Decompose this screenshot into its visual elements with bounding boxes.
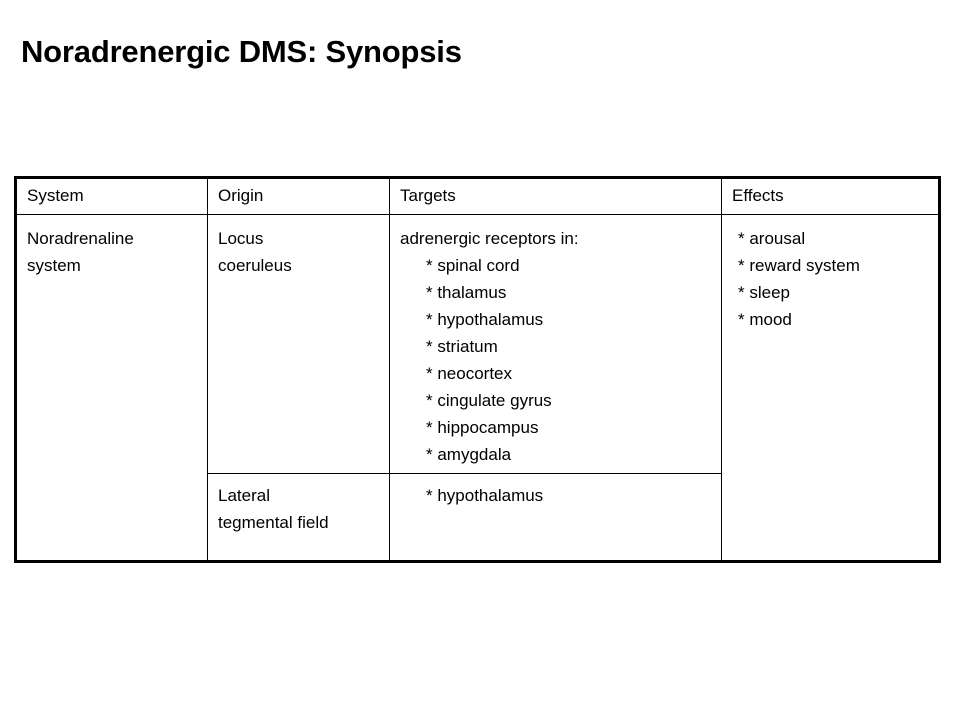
- targets-intro: adrenergic receptors in:: [400, 228, 579, 248]
- target-item: * hypothalamus: [426, 309, 544, 329]
- target-item: * striatum: [426, 336, 498, 356]
- origin-line: Lateral: [218, 486, 270, 506]
- effect-item: * arousal: [738, 228, 806, 248]
- target-item: * hippocampus: [426, 417, 539, 437]
- origin-cell: [208, 474, 390, 562]
- origin-line: tegmental field: [218, 513, 329, 533]
- targets-cell: [390, 214, 722, 473]
- effect-item: * sleep: [738, 282, 790, 302]
- target-item: * hypothalamus: [426, 486, 544, 506]
- target-item: * cingulate gyrus: [426, 390, 552, 410]
- origin-line: coeruleus: [218, 255, 292, 275]
- origin-line: Locus: [218, 228, 264, 248]
- synopsis-table: [14, 176, 941, 563]
- target-item: * spinal cord: [426, 255, 520, 275]
- system-name-line: Noradrenaline: [27, 228, 134, 248]
- header-targets: Targets: [390, 178, 722, 215]
- slide-title: Noradrenergic DMS: Synopsis: [21, 34, 462, 69]
- origin-cell: [208, 214, 390, 473]
- system-cell: [16, 214, 208, 561]
- header-effects: Effects: [722, 178, 940, 215]
- effects-cell: [722, 214, 940, 561]
- target-item: * amygdala: [426, 444, 512, 464]
- header-system: System: [16, 178, 208, 215]
- effect-item: * mood: [738, 309, 792, 329]
- target-item: * thalamus: [426, 282, 507, 302]
- effect-item: * reward system: [738, 255, 860, 275]
- header-origin: Origin: [208, 178, 390, 215]
- target-item: * neocortex: [426, 363, 512, 383]
- table-header-row: [16, 178, 940, 215]
- system-name-line: system: [27, 255, 81, 275]
- table-row: [16, 214, 940, 473]
- targets-cell: [390, 474, 722, 562]
